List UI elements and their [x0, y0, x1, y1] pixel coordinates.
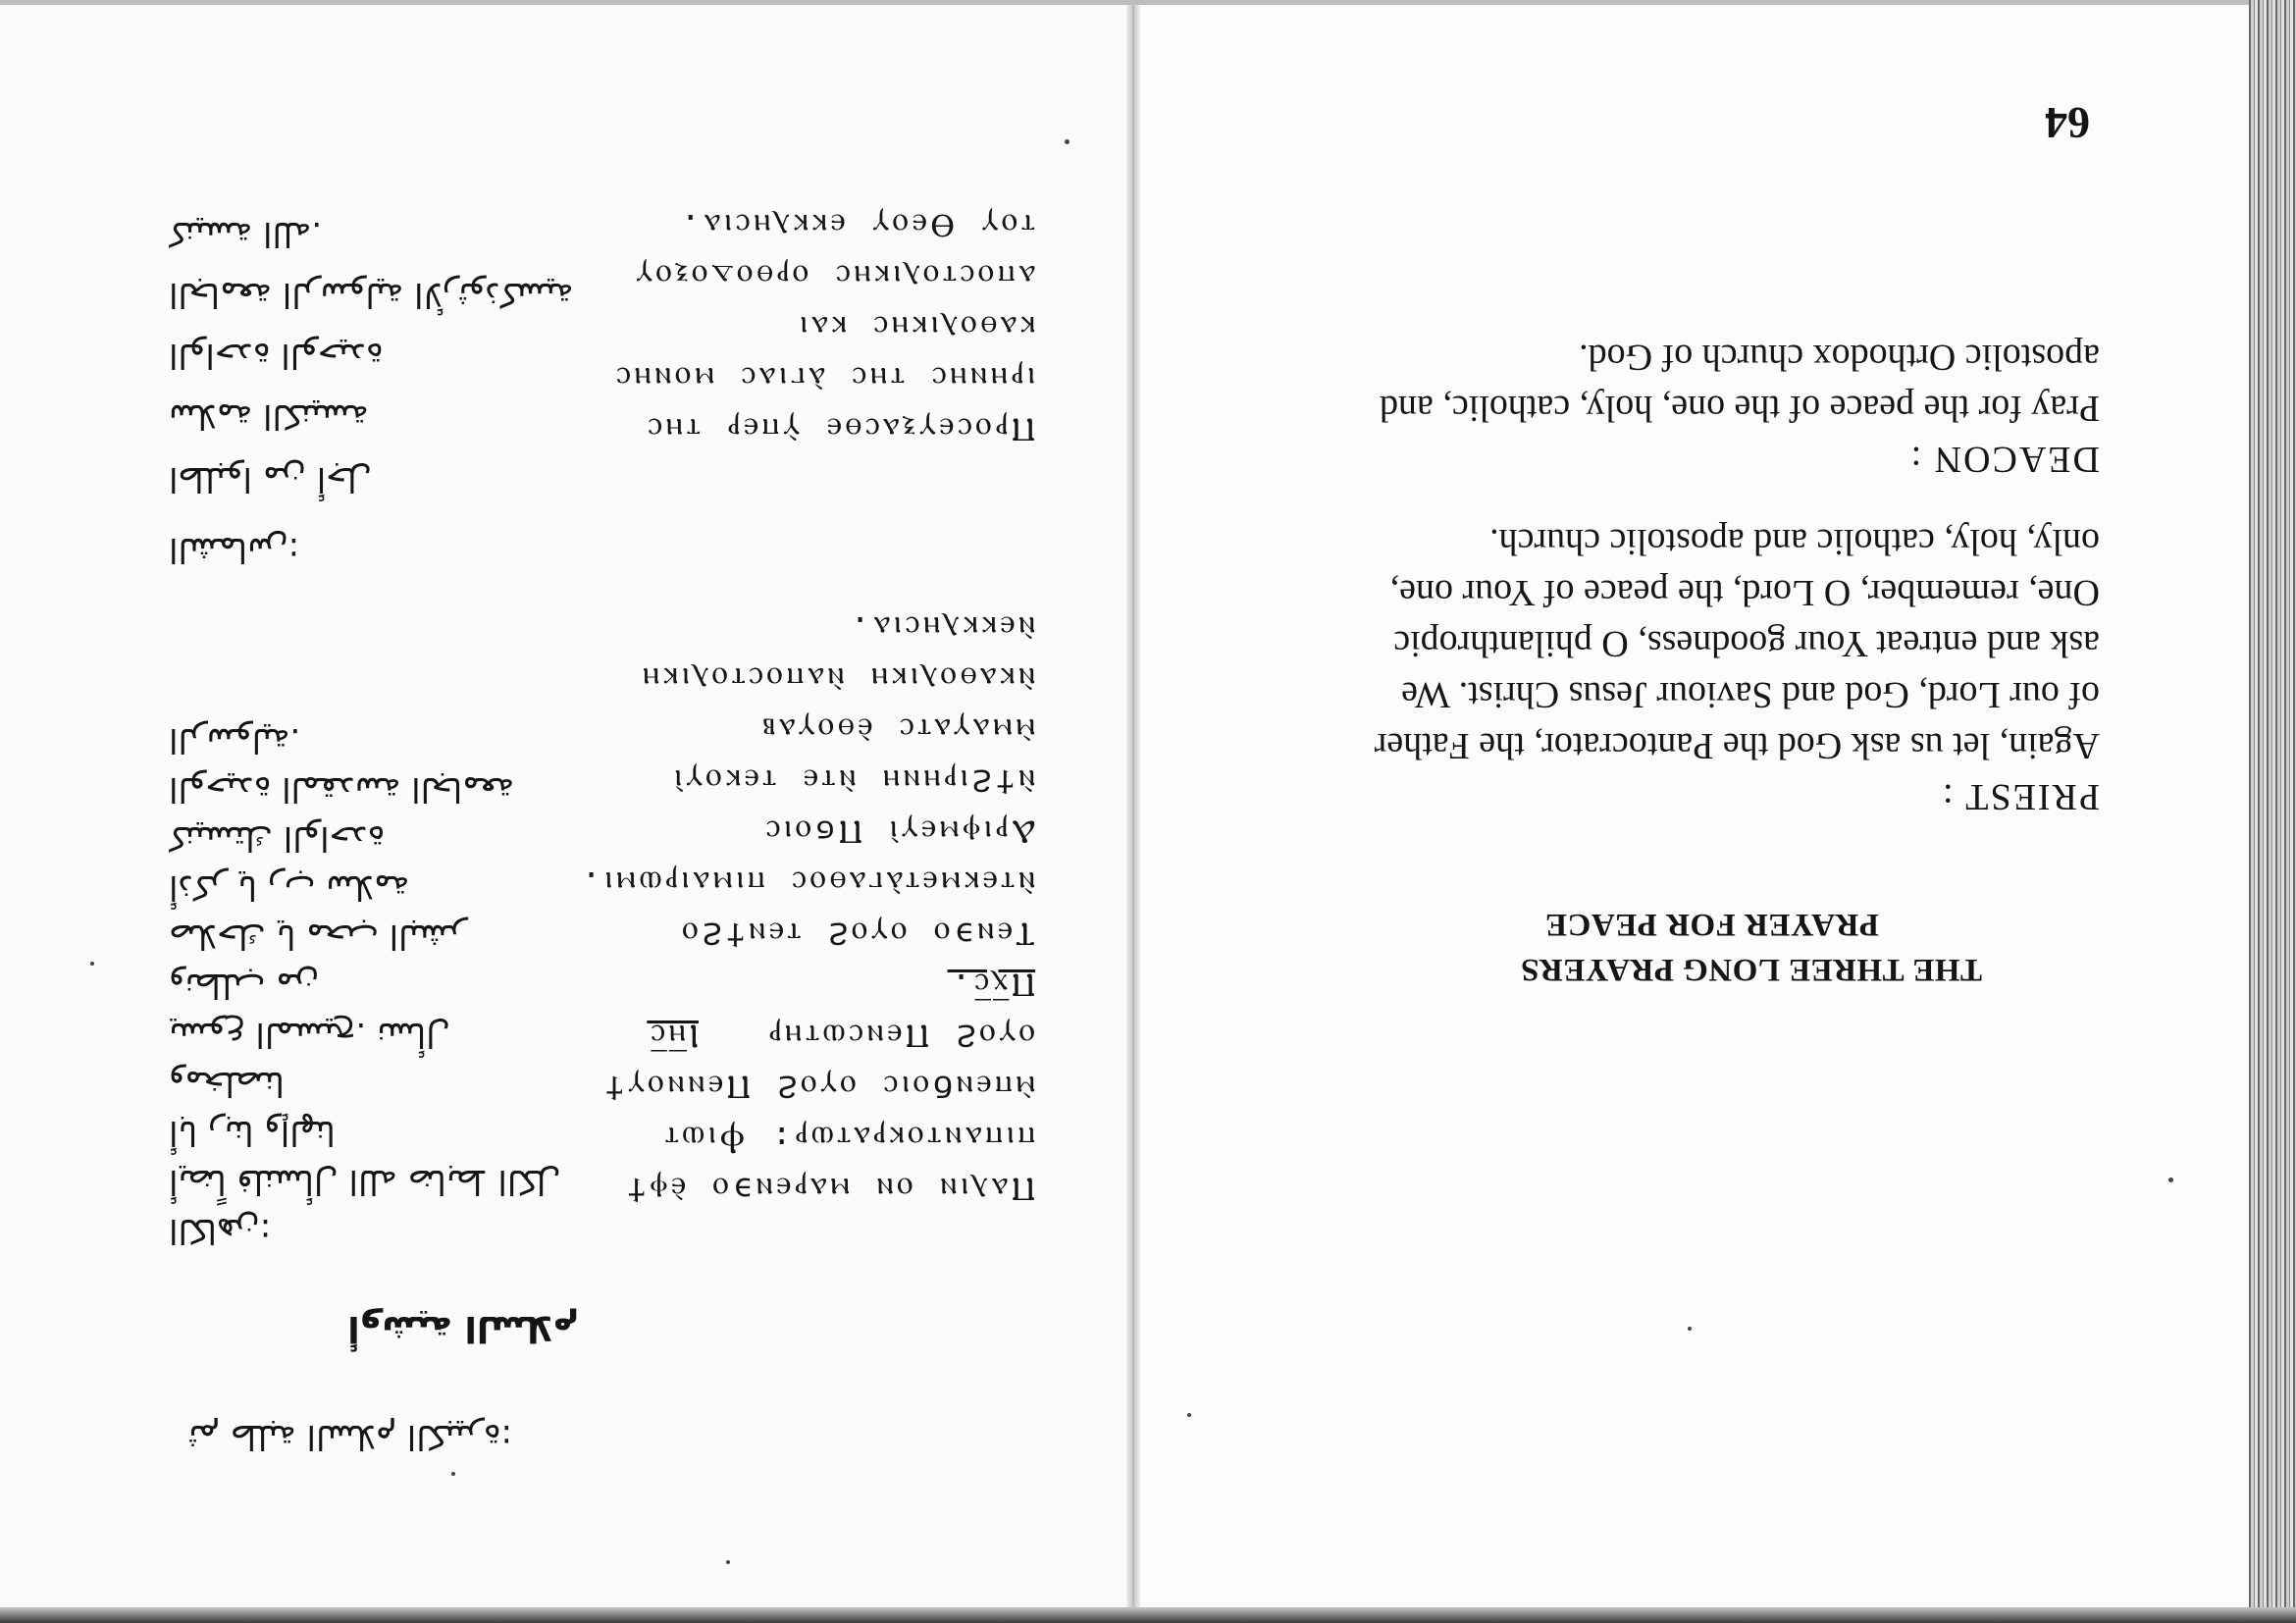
arabic-top-line: ثم طلبة السلام الكبيرة:: [188, 1417, 512, 1456]
section-subtitle: PRAYER FOR PEACE: [1544, 907, 1879, 942]
arabic-priest-line-1: أيضاً فلنسأل الله ضابط الكل: [169, 1162, 561, 1201]
coptic-priest-line-8: ⲛ̀ⲧⲉⲕⲙⲉⲧⲁ̀ⲅⲁⲑⲟⲥ ⲡⲓⲙⲁⲓⲣⲱⲙⲓ.: [577, 864, 1035, 903]
arabic-priest-line-6: صلاحك يا محب البشر: [169, 916, 467, 956]
scan-speck: [1187, 1413, 1191, 1417]
coptic-deacon-line-4: ⲁⲡⲟⲥⲧⲟⲗⲓⲕⲏⲥ ⲟⲣⲑⲟⲇⲟⲝⲟⲩ: [632, 258, 1035, 296]
deacon-line-1: Pray for the peace of the one, holy, catholic, and: [1379, 388, 2100, 429]
arabic-deacon-line-5: كنيسة الله.: [169, 214, 323, 253]
arabic-deacon-line-2: سلامة الكنيسة: [169, 396, 369, 436]
scan-speck: [1688, 1327, 1692, 1331]
coptic-deacon-line-2: ⲓⲣⲏⲛⲏⲥ ⲧⲏⲥ ⲁ̀ⲅⲓⲁⲥ ⲙⲟⲛⲏⲥ: [612, 360, 1035, 398]
coptic-priest-line-12: ⲛ̀ⲕⲁⲑⲟⲗⲓⲕⲏ ⲛ̀ⲁⲡⲟⲥⲧⲟⲗⲓⲕⲏ: [639, 660, 1035, 699]
scan-speck: [1065, 139, 1070, 144]
coptic-priest-nomen-ihs: Ⲓⲏ̅ⲥ̅: [647, 1018, 699, 1056]
coptic-deacon-line-1: Ⲡⲣⲟⲥⲉⲩⲝⲁⲥⲑⲉ ⲩ̀ⲡⲉⲣ ⲧⲏⲥ: [644, 411, 1035, 449]
arabic-priest-label: الكاهن:: [169, 1211, 272, 1250]
priest-line-4: One, remember, O Lord, the peace of Your one,: [1389, 572, 2100, 613]
coptic-priest-line-1: Ⲡⲁⲗⲓⲛ ⲟⲛ ⲙⲁⲣⲉⲛ϶ⲟ ⲉ̀ⲫϯ: [622, 1171, 1035, 1209]
coptic-priest-nomen-pxs: Ⲡⲭ̅ⲥ̅.: [947, 967, 1035, 1005]
arabic-deacon-line-4: الجامعة الرسولية الأرثوذكسية: [169, 275, 574, 314]
priest-line-3: ask and entreat Your goodness, O philanthropic: [1393, 623, 2100, 664]
arabic-heading: أوشية السلام: [347, 1308, 579, 1348]
arabic-priest-line-8: كنيستك الواحدة: [169, 818, 386, 858]
coptic-priest-line-4: ⲟⲩⲟϩ Ⲡⲉⲛⲥⲱⲧⲏⲣ: [764, 1018, 1035, 1056]
scan-speck: [451, 1472, 455, 1476]
coptic-priest-line-13: ⲛ̀ⲉⲕⲕⲗⲏⲥⲓⲁ.: [846, 609, 1035, 648]
coptic-deacon-line-5: ⲧⲟⲩ Ⲑⲉⲟⲩ ⲉⲕⲕⲗⲏⲥⲓⲁ.: [676, 207, 1035, 245]
coptic-priest-line-3: ⲙ̀ⲡⲉⲛϬⲟⲓⲥ ⲟⲩⲟϩ Ⲡⲉⲛⲛⲟⲩϯ: [600, 1069, 1035, 1107]
deacon-line-2: apostolic Orthodox church of God.: [1579, 337, 2100, 378]
priest-line-2: of our Lord, God and Saviour Jesus Christ. We: [1401, 674, 2100, 715]
coptic-deacon-line-3: ⲕⲁⲑⲟⲗⲓⲕⲏⲥ ⲕⲁⲓ: [796, 309, 1035, 347]
arabic-priest-line-10: الرسولية.: [169, 720, 301, 759]
arabic-priest-line-5: ونطلب من: [169, 966, 320, 1005]
arabic-priest-line-2: أبا ربنا وإلهنا: [169, 1113, 336, 1152]
coptic-priest-line-2: ⲡⲓⲡⲁⲛⲧⲟⲕⲣⲁⲧⲱⲣ: Ⲫⲓⲱⲧ: [660, 1120, 1035, 1158]
priest-line-5: only, holy, catholic and apostolic church.: [1489, 521, 2100, 562]
priest-label: PRIEST :: [1940, 776, 2100, 817]
arabic-priest-line-4: يسوع المسيح. نسأل: [169, 1015, 450, 1054]
arabic-priest-line-7: أذكر يا رب سلامة: [169, 867, 410, 907]
scan-speck: [2168, 1178, 2173, 1182]
coptic-priest-line-7: Ⲧⲉⲛ϶ⲟ ⲟⲩⲟϩ ⲧⲉⲛϯϩⲟ: [678, 916, 1035, 954]
page-number: 64: [2045, 98, 2090, 148]
arabic-deacon-label: الشماس:: [169, 530, 300, 569]
coptic-priest-line-11: ⲙ̀ⲙⲁⲩⲁⲧⲥ ⲉ̀ⲑⲟⲩⲁⲃ: [758, 711, 1035, 750]
arabic-priest-line-3: ومخلصنا: [169, 1064, 285, 1103]
coptic-priest-line-10: ⲛ̀ϯϩⲓⲣⲏⲛⲏ ⲛ̀ⲧⲉ ⲧⲉⲕⲟⲩⲓ̀: [670, 762, 1035, 801]
arabic-deacon-line-1: اطلبوا من أجل: [169, 459, 372, 498]
page-title: THE THREE LONG PRAYERS: [1520, 952, 1982, 987]
arabic-deacon-line-3: الواحدة الوحيدة: [169, 336, 384, 375]
arabic-priest-line-9: الوحيدة المقدسة الجامعة: [169, 769, 515, 809]
deacon-label: DEACON :: [1908, 439, 2100, 480]
priest-line-1: Again, let us ask God the Pantocrator, the Father: [1374, 725, 2100, 766]
scan-speck: [90, 962, 94, 966]
coptic-priest-line-9: Ⲁⲣⲓⲫⲙⲉⲩⲓ̀ Ⲡϭⲟⲓⲥ: [761, 813, 1035, 852]
scan-speck: [726, 1560, 730, 1564]
